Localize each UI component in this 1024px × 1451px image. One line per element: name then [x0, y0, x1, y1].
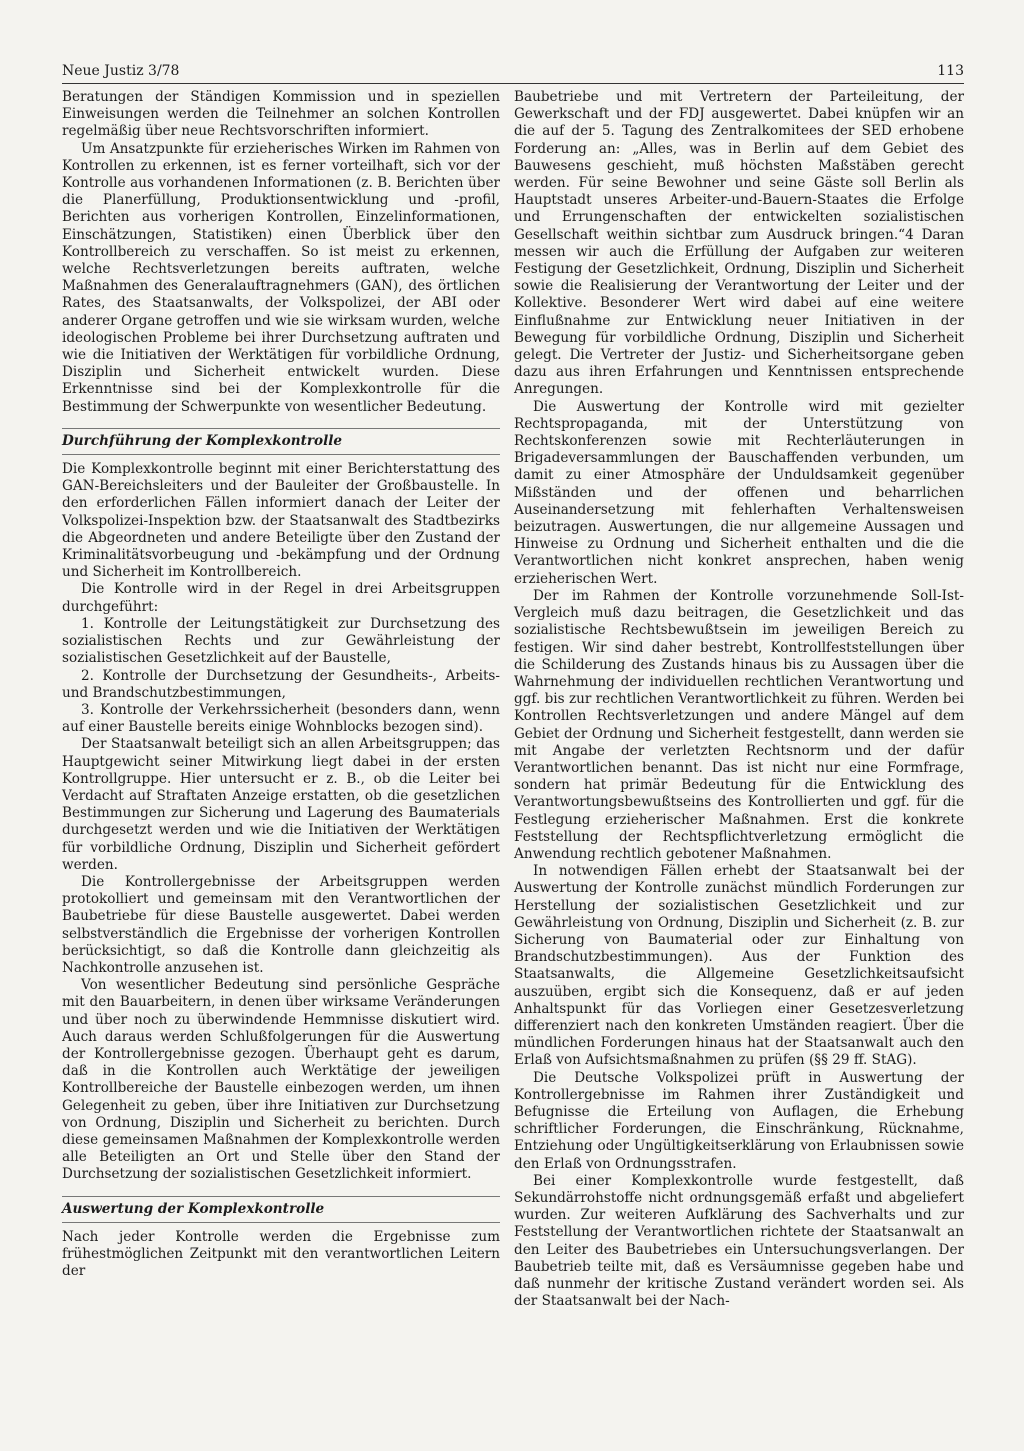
- paragraph: Beratungen der Ständigen Kommission und in speziellen Einweisungen werden die Teilnehmer an solchen Kontrollen regelmäßig über neue Rechtsvorschriften informiert.: [62, 89, 500, 140]
- paragraph: Von wesentlicher Bedeutung sind persönliche Gespräche mit den Bauarbeitern, in denen über wirksame Veränderungen und über noch zu überwindende Hemmnisse diskutiert wird. Auch daraus werden Schlußfolgerungen für die Auswertung der Kontrollergebnisse gezogen. Überhaupt geht es darum, daß in die Kontrollen auch Werktätige der jeweiligen Kontrollbereiche der Baustelle einbezogen werden, um ihnen Gelegenheit zu geben, über ihre Initiativen zur Durchsetzung von Ordnung, Disziplin und Sicherheit zu berichten. Durch diese gemeinsamen Maßnahmen der Komplexkontrolle werden alle Beteiligten an Ort und Stelle über den Stand der Durchsetzung der sozialistischen Gesetzlichkeit informiert.: [62, 977, 500, 1183]
- paragraph: Baubetriebe und mit Vertretern der Parteileitung, der Gewerkschaft und der FDJ ausgewertet. Dabei knüpfen wir an die auf der 5. Tagung des Zentralkomitees der SED erhobene Forderung an: „Alles, was in Berlin auf dem Gebiet des Bauwesens geschieht, muß höchsten Maßstäben gerecht werden. Für seine Bewohner und seine Gäste soll Berlin als Hauptstadt unseres Arbeiter-und-Bauern-Staates die Erfolge und Errungenschaften der entwickelten sozialistischen Gesellschaft weithin sichtbar zum Ausdruck bringen.“4 Daran messen wir auch die Erfüllung der Aufgaben zur weiteren Festigung der Gesetzlichkeit, Ordnung, Disziplin und Sicherheit sowie die Realisierung der Verantwortung der Leiter und der Kollektive. Besonderer Wert wird dabei auf eine weitere Einflußnahme zur Entwicklung neuer Initiativen in der Bewegung für vorbildliche Ordnung, Disziplin und Sicherheit gelegt. Die Vertreter der Justiz- und Sicherheitsorgane geben dazu aus ihren Erfahrungen und Kenntnissen entsprechende Anregungen.: [514, 89, 964, 398]
- right-column: [514, 89, 964, 1310]
- list-item: 2. Kontrolle der Durchsetzung der Gesundheits-, Arbeits- und Brandschutzbestimmungen,: [62, 667, 500, 701]
- journal-title: Neue Justiz 3/78: [62, 63, 180, 79]
- paragraph: Bei einer Komplexkontrolle wurde festgestellt, daß Sekundärrohstoffe nicht ordnungsgemäß erfaßt und abgeliefert wurden. Zur weiteren Aufklärung des Sachverhalts und zur Feststellung der Verantwortlichen richtete der Staatsanwalt an den Leiter des Baubetriebes ein Untersuchungsverlangen. Der Baubetrieb teilte mit, daß es Versäumnisse gegeben habe und daß nunmehr der kritische Zustand verändert worden sei. Als der Staatsanwalt bei der Nach-: [514, 1172, 964, 1310]
- paragraph: In notwendigen Fällen erhebt der Staatsanwalt bei der Auswertung der Kontrolle zunächst mündlich Forderungen zur Herstellung der sozialistischen Gesetzlichkeit und zur Gewährleistung von Ordnung, Disziplin und Sicherheit (z. B. zur Sicherung von Baumaterial oder zur Einhaltung von Brandschutzbestimmungen). Aus der Funktion des Staatsanwalts, die Allgemeine Gesetzlichkeitsaufsicht auszuüben, ergibt sich die Konsequenz, daß er auf jeden Anhaltspunkt für das Vorliegen einer Gesetzesverletzung differenziert nach den konkreten Umständen reagiert. Über die mündlichen Forderungen hinaus hat der Staatsanwalt auch den Erlaß von Aufsichtsmaßnahmen zu prüfen (§§ 29 ff. StAG).: [514, 863, 964, 1069]
- page-number: 113: [937, 63, 964, 79]
- paragraph: Um Ansatzpunkte für erzieherisches Wirken im Rahmen von Kontrollen zu erkennen, ist es ferner vorteilhaft, sich vor der Kontrolle aus vorhandenen Informationen (z. B. Berichten über die Planerfüllung, Produktionsentwicklung und -profil, Berichten aus vorherigen Kontrollen, Einzelinformationen, Einschätzungen, Statistiken) einen Überblick über den Kontrollbereich zu verschaffen. So ist meist zu erkennen, welche Rechtsverletzungen bereits auftraten, welche Maßnahmen des Generalauftragnehmers (GAN), des örtlichen Rates, des Staatsanwalts, der Volkspolizei, der ABI oder anderer Organe getroffen und wie sie wirksam wurden, welche ideologischen Probleme bei ihrer Durchsetzung auftraten und wie die Initiativen der Werktätigen für vorbildliche Ordnung, Disziplin und Sicherheit entwickelt wurden. Diese Erkenntnisse sind bei der Komplexkontrolle für die Bestimmung der Schwerpunkte von wesentlicher Bedeutung.: [62, 140, 500, 415]
- list-item: 3. Kontrolle der Verkehrssicherheit (besonders dann, wenn auf einer Baustelle bereits einige Wohnblocks bezogen sind).: [62, 701, 500, 736]
- paragraph: Die Deutsche Volkspolizei prüft in Auswertung der Kontrollergebnisse im Rahmen ihrer Zuständigkeit und Befugnisse die Erteilung von Auflagen, die Erhebung schriftlicher Forderungen, die Einschränkung, Rücknahme, Entziehung oder Ungültigkeitserklärung von Erlaubnissen sowie den Erlaß von Ordnungsstrafen.: [514, 1069, 964, 1172]
- page-header: [62, 62, 964, 80]
- paragraph: Die Kontrollergebnisse der Arbeitsgruppen werden protokolliert und gemeinsam mit den Verantwortlichen der Baubetriebe für diese Baustelle ausgewertet. Dabei werden selbstverständlich die Ergebnisse der vorherigen Kontrollen berücksichtigt, so daß die Kontrolle dann gleichzeitig als Nachkontrolle anzusehen ist.: [62, 873, 500, 976]
- paragraph: Die Auswertung der Kontrolle wird mit gezielter Rechtspropaganda, mit der Unterstützung von Rechtskonferenzen sowie mit Rechterläuterungen in Brigadeversammlungen der Bauschaffenden verbunden, um damit zu einer Atmosphäre der Unduldsamkeit gegenüber Mißständen und der offenen und beharrlichen Auseinandersetzung mit fehlerhaften Verhaltensweisen beizutragen. Auswertungen, die nur allgemeine Aussagen und Hinweise zu Ordnung und Sicherheit enthalten und die die Verantwortlichen nicht konkret ansprechen, haben wenig erzieherischen Wert.: [514, 398, 964, 587]
- left-column: [62, 89, 500, 1280]
- paragraph: Nach jeder Kontrolle werden die Ergebnisse zum frühestmöglichen Zeitpunkt mit den verantwortlichen Leitern der: [62, 1228, 500, 1280]
- paragraph: Der Staatsanwalt beteiligt sich an allen Arbeitsgruppen; das Hauptgewicht seiner Mitwirkung liegt dabei in der ersten Kontrollgruppe. Hier untersucht er z. B., ob die Leiter bei Verdacht auf Straftaten Anzeige erstatten, ob die gesetzlichen Bestimmungen zur Sicherung und Lagerung des Baumaterials durchgesetzt werden und wie die Initiativen der Werktätigen für vorbildliche Ordnung, Disziplin und Sicherheit gefördert werden.: [62, 736, 500, 873]
- list-item: 1. Kontrolle der Leitungstätigkeit zur Durchsetzung des sozialistischen Rechts und zur Gewährleistung der sozialistischen Gesetzlichkeit auf der Baustelle,: [62, 615, 500, 667]
- numbered-list: [62, 616, 500, 736]
- paragraph: Der im Rahmen der Kontrolle vorzunehmende Soll-Ist-Vergleich muß dazu beitragen, die Gesetzlichkeit und das sozialistische Rechtsbewußtsein im jeweiligen Bereich zu festigen. Wir sind daher bestrebt, Kontrollfeststellungen über die Schilderung des Zustands hinaus bis zu Aussagen über die Wahrnehmung der individuellen rechtlichen Verantwortung und ggf. bis zur rechtlichen Verantwortlichkeit zu führen. Werden bei Kontrollen Rechtsverletzungen und andere Mängel auf dem Gebiet der Ordnung und Sicherheit festgestellt, dann werden sie mit Angabe der verletzten Rechtsnorm und der dafür Verantwortlichen benannt. Das ist nicht nur eine Formfrage, sondern hat primär Bedeutung für die Entwicklung des Verantwortungsbewußtseins des Kontrollierten und ggf. für die Festlegung erzieherischer Maßnahmen. Erst die konkrete Feststellung der Rechtspflichtverletzung ermöglicht die Anwendung rechtlich gebotener Maßnahmen.: [514, 587, 964, 862]
- paragraph: Die Komplexkontrolle beginnt mit einer Berichterstattung des GAN-Bereichsleiters und der Bauleiter der Großbaustelle. In den erforderlichen Fällen informiert danach der Leiter der Volkspolizei-Inspektion bzw. der Staatsanwalt des Stadtbezirks die Abgeordneten und andere Beteiligte über den Zustand der Kriminalitätsvorbeugung und -bekämpfung und der Ordnung und Sicherheit im Kontrollbereich.: [62, 461, 500, 581]
- header-divider: [62, 83, 964, 84]
- section-heading: Durchführung der Komplexkontrolle: [62, 428, 500, 455]
- section-heading: Auswertung der Komplexkontrolle: [62, 1196, 500, 1223]
- paragraph: Die Kontrolle wird in der Regel in drei Arbeitsgruppen durchgeführt:: [62, 581, 500, 615]
